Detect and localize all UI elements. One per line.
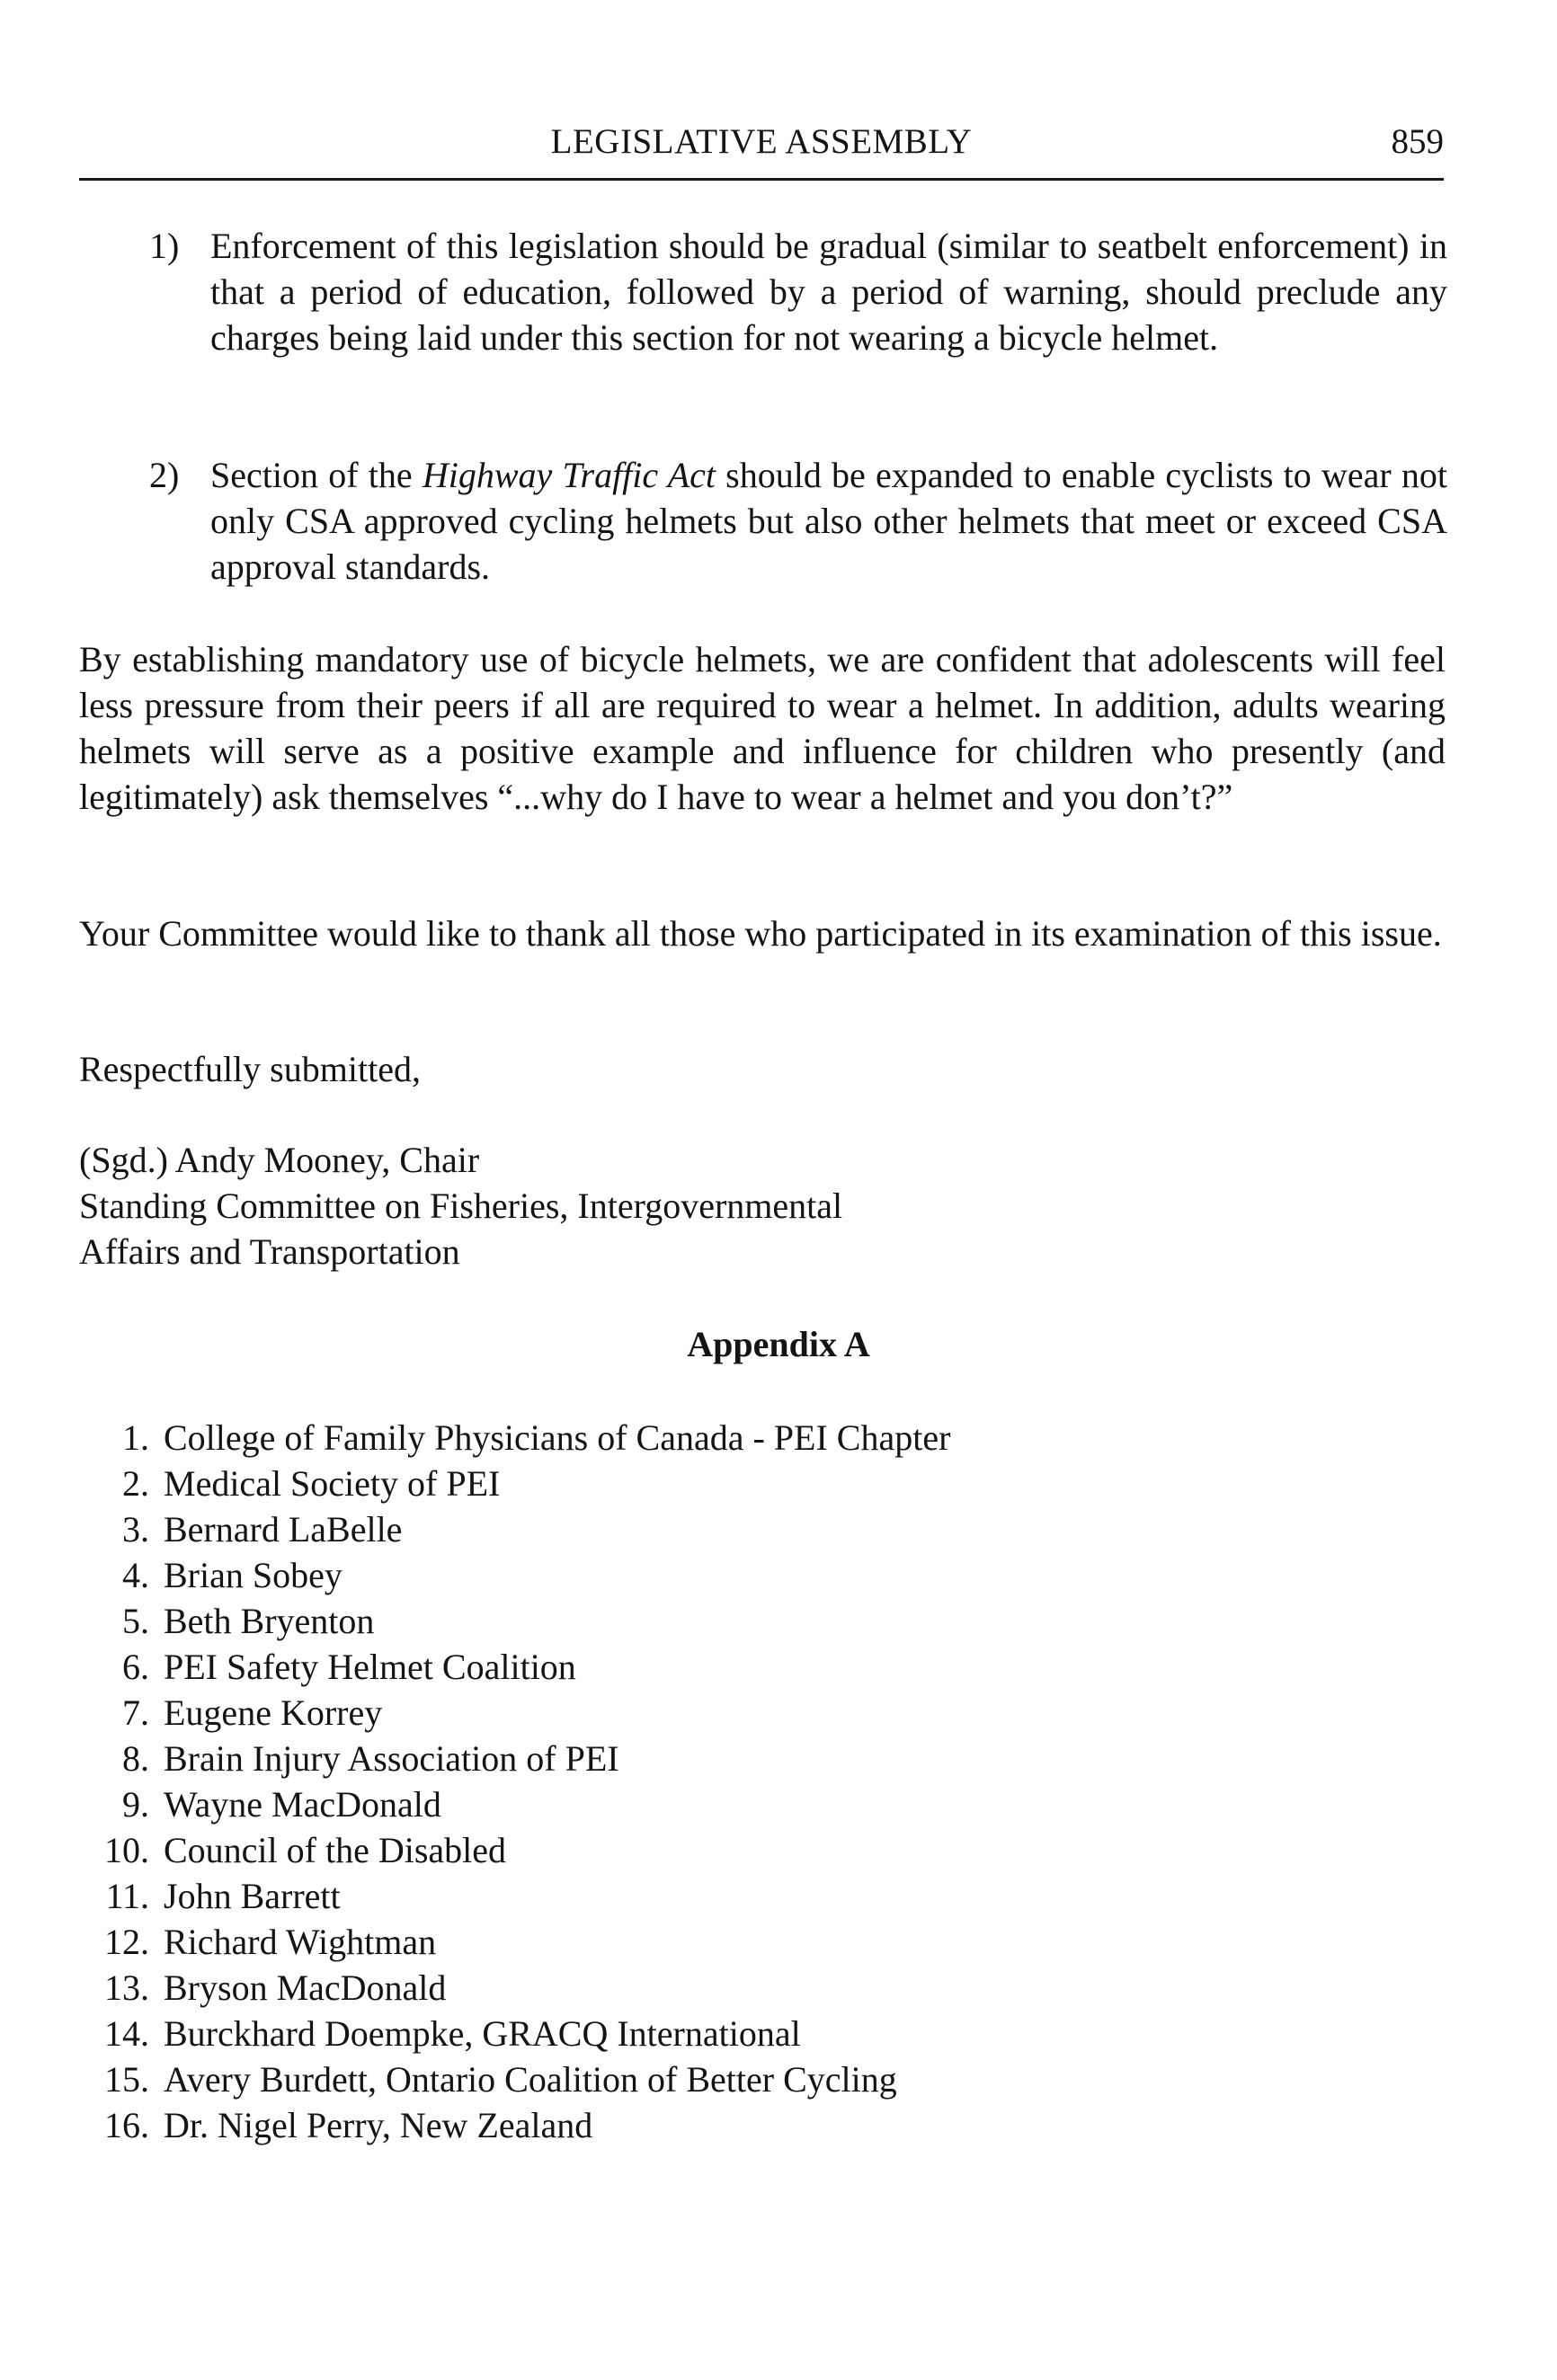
appendix-item-text: PEI Safety Helmet Coalition xyxy=(164,1647,576,1687)
appendix-item xyxy=(79,1736,950,1781)
appendix-item xyxy=(79,1873,950,1919)
appendix-item-number: 9. xyxy=(122,1784,149,1825)
signature-name: (Sgd.) Andy Mooney, Chair xyxy=(79,1140,480,1180)
appendix-list xyxy=(79,1415,950,2148)
recommendation-1 xyxy=(149,223,1447,360)
appendix-item-number: 14. xyxy=(104,2013,149,2054)
appendix-item xyxy=(79,1965,950,2011)
appendix-item xyxy=(79,1461,950,1506)
signature-committee-cont: Affairs and Transportation xyxy=(79,1231,460,1272)
appendix-item-text: Dr. Nigel Perry, New Zealand xyxy=(164,2105,593,2145)
appendix-item-number: 15. xyxy=(104,2059,149,2100)
appendix-item-number: 1. xyxy=(122,1417,149,1458)
appendix-item xyxy=(79,1415,950,1461)
recommendation-text-start: Section of the xyxy=(210,455,423,495)
appendix-item-text: Council of the Disabled xyxy=(164,1830,507,1870)
appendix-item-number: 4. xyxy=(122,1555,149,1595)
signature-committee: Standing Committee on Fisheries, Intergovernmental xyxy=(79,1186,843,1226)
appendix-item-text: Wayne MacDonald xyxy=(164,1784,441,1825)
appendix-item xyxy=(79,2102,950,2148)
appendix-item-text: Richard Wightman xyxy=(164,1922,437,1962)
header-title: LEGISLATIVE ASSEMBLY xyxy=(550,122,973,161)
recommendation-number: 2) xyxy=(149,455,180,495)
appendix-item xyxy=(79,2056,950,2102)
signature-block xyxy=(79,1137,842,1274)
paragraph-thanks: Your Committee would like to thank all those who participated in its examination of this issue. xyxy=(79,913,1442,954)
closing-line: Respectfully submitted, xyxy=(79,1049,421,1089)
appendix-item xyxy=(79,1644,950,1690)
appendix-item-number: 12. xyxy=(104,1922,149,1962)
recommendation-text xyxy=(210,452,1447,590)
appendix-item xyxy=(79,1552,950,1598)
appendix-item-text: Beth Bryenton xyxy=(164,1601,375,1641)
appendix-item xyxy=(79,2011,950,2056)
recommendation-2 xyxy=(149,452,1447,590)
appendix-item-number: 13. xyxy=(104,1967,149,2008)
act-name: Highway Traffic Act xyxy=(422,455,716,495)
paragraph-helmet-benefits: By establishing mandatory use of bicycle helmets, we are confident that adolescents will feel less pressure from their peers if all are required to wear a helmet. In addition, adults wearing helmets will serve as a positive example and influence for children who presently (and legitimately) ask themselves “...why do I have to wear a helmet and you don’t?” xyxy=(79,639,1446,817)
appendix-item-text: Bernard LaBelle xyxy=(164,1509,403,1550)
appendix-item-text: Eugene Korrey xyxy=(164,1692,383,1733)
appendix-title: Appendix A xyxy=(687,1324,870,1364)
appendix-item-text: Brian Sobey xyxy=(164,1555,343,1595)
appendix-item-text: Burckhard Doempke, GRACQ International xyxy=(164,2013,801,2054)
appendix-item-number: 7. xyxy=(122,1692,149,1733)
page-header xyxy=(79,115,1444,181)
appendix-item xyxy=(79,1781,950,1827)
appendix-item-text: Brain Injury Association of PEI xyxy=(164,1738,619,1779)
recommendation-number: 1) xyxy=(149,226,180,266)
appendix-item xyxy=(79,1506,950,1552)
appendix-item xyxy=(79,1827,950,1873)
page-number: 859 xyxy=(1391,122,1444,161)
recommendation-text-end: should be expanded to enable cyclists to wear not only CSA approved cycling helmets but also other helmets that meet or exceed CSA approval standards. xyxy=(210,455,1447,587)
appendix-item-text: Bryson MacDonald xyxy=(164,1967,447,2008)
appendix-item-number: 8. xyxy=(122,1738,149,1779)
appendix-item-number: 11. xyxy=(105,1876,149,1916)
appendix-item xyxy=(79,1690,950,1736)
appendix-item-text: Medical Society of PEI xyxy=(164,1463,501,1504)
appendix-item xyxy=(79,1919,950,1965)
appendix-item-number: 3. xyxy=(122,1509,149,1550)
appendix-item-text: Avery Burdett, Ontario Coalition of Better Cycling xyxy=(164,2059,897,2100)
appendix-item-number: 5. xyxy=(122,1601,149,1641)
recommendation-text: Enforcement of this legislation should be gradual (similar to seatbelt enforcement) in that a period of education, followed by a period of warning, should preclude any charges being laid under this section for not wearing a bicycle helmet. xyxy=(210,226,1447,358)
appendix-item-text: John Barrett xyxy=(164,1876,341,1916)
appendix-item-number: 6. xyxy=(122,1647,149,1687)
appendix-item xyxy=(79,1598,950,1644)
appendix-item-number: 10. xyxy=(104,1830,149,1870)
appendix-item-number: 16. xyxy=(104,2105,149,2145)
appendix-item-number: 2. xyxy=(122,1463,149,1504)
appendix-item-text: College of Family Physicians of Canada - PEI Chapter xyxy=(164,1417,951,1458)
